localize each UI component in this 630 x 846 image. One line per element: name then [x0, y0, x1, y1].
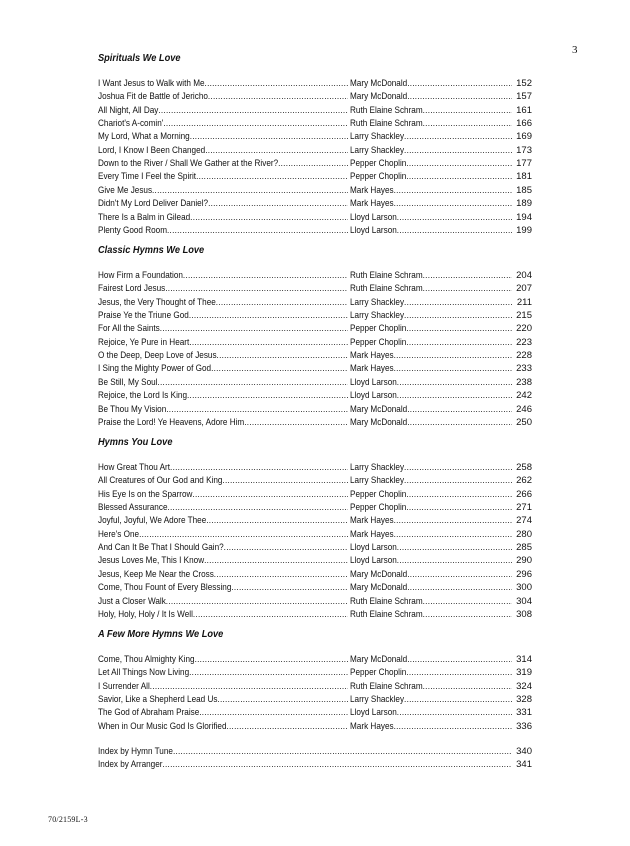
arranger-name: Lloyd Larson [350, 542, 397, 554]
arranger-name: Mary McDonald [350, 91, 408, 103]
arranger-name: Ruth Elaine Schram [350, 270, 423, 281]
arranger-name: Pepper Choplin [350, 171, 407, 183]
arranger-name: Mark Hayes [350, 515, 394, 527]
toc-entry-title-with-leader [98, 555, 348, 567]
arranger-name: Mary McDonald [350, 568, 408, 580]
hymn-title: Be Still, My Soul [98, 376, 158, 388]
toc-entry-arranger-with-leader [350, 283, 512, 295]
toc-entry-arranger-with-leader [350, 105, 512, 117]
hymn-title: Plenty Good Room [98, 224, 168, 236]
toc-entry-arranger-with-leader [350, 198, 512, 210]
arranger-name: Lloyd Larson [350, 211, 397, 223]
page-reference: 215 [516, 310, 532, 322]
hymn-title: Jesus Loves Me, This I Know [98, 555, 205, 567]
arranger-name: Lloyd Larson [350, 224, 397, 236]
toc-entry-title-with-leader [98, 707, 348, 719]
toc-entry-title-with-leader [98, 542, 348, 554]
page-reference: 199 [516, 224, 532, 236]
toc-entry-arranger-with-leader [350, 582, 512, 594]
section-heading: Spirituals We Love [98, 52, 181, 64]
hymn-title: There Is a Balm in Gilead [98, 211, 191, 223]
toc-entry-title-with-leader [98, 363, 348, 375]
hymn-title: Didn't My Lord Deliver Daniel? [98, 198, 209, 210]
toc-entry-title-with-leader [98, 462, 348, 474]
toc-entry-arranger-with-leader [350, 91, 512, 103]
toc-entry-title-with-leader [98, 158, 348, 170]
arranger-name: Ruth Elaine Schram [350, 608, 423, 620]
toc-entry-title-with-leader [98, 654, 348, 666]
hymn-title: And Can It Be That I Should Gain? [98, 542, 224, 554]
toc-entry-title-with-leader [98, 118, 348, 130]
page-reference: 274 [516, 515, 532, 527]
hymn-title: My Lord, What a Morning [98, 131, 190, 143]
toc-entry-arranger-with-leader [350, 667, 512, 679]
toc-entry-arranger-with-leader [350, 310, 512, 322]
toc-entry-arranger-with-leader [350, 569, 512, 581]
arranger-name: Pepper Choplin [350, 488, 407, 500]
page-reference: 207 [516, 283, 532, 295]
toc-entry-arranger-with-leader [350, 145, 512, 157]
toc-entry-title-with-leader [98, 417, 348, 429]
arranger-name: Larry Shackley [350, 462, 405, 473]
arranger-name: Larry Shackley [350, 310, 405, 322]
toc-entry-title-with-leader [98, 721, 348, 733]
page-reference: 177 [516, 158, 532, 170]
arranger-name: Larry Shackley [350, 475, 405, 487]
page-reference: 185 [516, 184, 532, 196]
arranger-name: Mark Hayes [350, 350, 394, 362]
hymn-title: The God of Abraham Praise [98, 707, 200, 719]
hymn-title: Rejoice, the Lord Is King [98, 390, 188, 402]
toc-entry-arranger-with-leader [350, 377, 512, 389]
index-title-with-leader [98, 746, 512, 758]
toc-entry-title-with-leader [98, 569, 348, 581]
toc-entry-arranger-with-leader [350, 337, 512, 349]
toc-entry-arranger-with-leader [350, 131, 512, 143]
arranger-name: Pepper Choplin [350, 158, 407, 170]
arranger-name: Ruth Elaine Schram [350, 595, 423, 607]
page-reference: 194 [516, 211, 532, 223]
hymn-title: Jesus, the Very Thought of Thee [98, 296, 216, 308]
hymn-title: Be Thou My Vision [98, 403, 167, 415]
page-reference: 324 [516, 680, 532, 692]
toc-entry-arranger-with-leader [350, 363, 512, 375]
arranger-name: Lloyd Larson [350, 390, 397, 402]
toc-entry-title-with-leader [98, 297, 348, 309]
page-reference: 166 [516, 118, 532, 130]
arranger-name: Mary McDonald [350, 78, 408, 89]
toc-entry-arranger-with-leader [350, 185, 512, 197]
hymn-title: How Firm a Foundation [98, 270, 183, 281]
index-title: Index by Arranger [98, 759, 163, 770]
hymn-title: Savior, Like a Shepherd Lead Us [98, 694, 218, 706]
hymn-title: Rejoice, Ye Pure in Heart [98, 336, 190, 348]
hymn-title: Let All Things Now Living [98, 667, 190, 679]
page-reference: 161 [516, 104, 532, 116]
page-reference: 328 [516, 694, 532, 706]
page-reference: 258 [516, 462, 532, 473]
toc-entry-arranger-with-leader [350, 515, 512, 527]
toc-entry-arranger-with-leader [350, 489, 512, 501]
page-reference: 340 [516, 746, 532, 757]
page-reference: 331 [516, 707, 532, 719]
toc-entry-title-with-leader [98, 609, 348, 621]
page-reference: 300 [516, 582, 532, 594]
page-reference: 246 [516, 403, 532, 415]
arranger-name: Lloyd Larson [350, 555, 397, 567]
hymn-title: Fairest Lord Jesus [98, 283, 166, 295]
arranger-name: Ruth Elaine Schram [350, 118, 423, 130]
hymn-title: Come, Thou Fount of Every Blessing [98, 582, 232, 594]
toc-entry-title-with-leader [98, 283, 348, 295]
arranger-name: Larry Shackley [350, 296, 405, 308]
arranger-name: Lloyd Larson [350, 707, 397, 719]
toc-entry-title-with-leader [98, 212, 348, 224]
page-reference: 189 [516, 198, 532, 210]
hymn-title: Down to the River / Shall We Gather at the River? [98, 158, 279, 170]
hymn-title: I Sing the Mighty Power of God [98, 363, 212, 375]
toc-entry-arranger-with-leader [350, 694, 512, 706]
catalog-number-footer: 70/2159L-3 [48, 815, 88, 824]
toc-entry-title-with-leader [98, 337, 348, 349]
hymn-title: Praise Ye the Triune God [98, 310, 189, 322]
toc-entry-arranger-with-leader [350, 721, 512, 733]
arranger-name: Mary McDonald [350, 416, 408, 428]
page-reference: 211 [516, 296, 532, 308]
page-reference: 304 [516, 595, 532, 607]
arranger-name: Mark Hayes [350, 528, 394, 540]
toc-entry-title-with-leader [98, 105, 348, 117]
page-reference: 262 [516, 475, 532, 487]
toc-entry-arranger-with-leader [350, 529, 512, 541]
page-reference: 280 [516, 528, 532, 540]
page-reference: 223 [516, 336, 532, 348]
toc-entry-arranger-with-leader [350, 78, 512, 90]
arranger-name: Mark Hayes [350, 198, 394, 210]
arranger-name: Mark Hayes [350, 363, 394, 375]
page-reference: 238 [516, 376, 532, 388]
arranger-name: Pepper Choplin [350, 336, 407, 348]
toc-entry-title-with-leader [98, 131, 348, 143]
arranger-name: Ruth Elaine Schram [350, 680, 423, 692]
arranger-name: Ruth Elaine Schram [350, 104, 423, 116]
toc-entry-arranger-with-leader [350, 323, 512, 335]
page-reference: 285 [516, 542, 532, 554]
arranger-name: Ruth Elaine Schram [350, 283, 423, 295]
arranger-name: Mary McDonald [350, 403, 408, 415]
page-reference: 308 [516, 608, 532, 620]
page-reference: 157 [516, 91, 532, 103]
page-reference: 181 [516, 171, 532, 183]
toc-entry-title-with-leader [98, 582, 348, 594]
arranger-name: Lloyd Larson [350, 376, 397, 388]
hymn-title: O the Deep, Deep Love of Jesus [98, 350, 217, 362]
toc-entry-arranger-with-leader [350, 297, 512, 309]
hymn-title: Chariot's A-comin' [98, 118, 164, 130]
hymn-title: Joyful, Joyful, We Adore Thee [98, 515, 207, 527]
arranger-name: Pepper Choplin [350, 667, 407, 679]
hymn-title: Lord, I Know I Been Changed [98, 144, 206, 156]
toc-entry-arranger-with-leader [350, 609, 512, 621]
arranger-name: Mary McDonald [350, 654, 408, 665]
hymn-title: Here's One [98, 528, 140, 540]
toc-entry-title-with-leader [98, 171, 348, 183]
toc-entry-title-with-leader [98, 390, 348, 402]
hymn-title: When in Our Music God Is Glorified [98, 720, 227, 732]
toc-entry-title-with-leader [98, 78, 348, 90]
page-reference: 266 [516, 488, 532, 500]
toc-entry-title-with-leader [98, 502, 348, 514]
arranger-name: Mary McDonald [350, 582, 408, 594]
page-number: 3 [572, 44, 578, 56]
toc-entry-arranger-with-leader [350, 404, 512, 416]
hymn-title: Give Me Jesus [98, 184, 153, 196]
arranger-name: Mark Hayes [350, 184, 394, 196]
page-reference: 152 [516, 78, 532, 89]
toc-entry-title-with-leader [98, 145, 348, 157]
hymn-title: Come, Thou Almighty King [98, 654, 195, 665]
arranger-name: Larry Shackley [350, 694, 405, 706]
hymn-title: All Night, All Day [98, 104, 159, 116]
toc-entry-title-with-leader [98, 310, 348, 322]
toc-entry-arranger-with-leader [350, 390, 512, 402]
toc-entry-title-with-leader [98, 91, 348, 103]
hymn-title: Blessed Assurance [98, 502, 168, 514]
toc-entry-title-with-leader [98, 515, 348, 527]
toc-entry-arranger-with-leader [350, 417, 512, 429]
toc-entry-arranger-with-leader [350, 462, 512, 474]
hymn-title: I Want Jesus to Walk with Me [98, 78, 205, 89]
arranger-name: Pepper Choplin [350, 323, 407, 335]
section-heading: Hymns You Love [98, 436, 173, 448]
page-reference: 296 [516, 568, 532, 580]
hymn-title: Joshua Fit de Battle of Jericho [98, 91, 208, 103]
page-reference: 341 [516, 759, 532, 770]
hymn-title: Holy, Holy, Holy / It Is Well [98, 608, 193, 620]
page-reference: 290 [516, 555, 532, 567]
toc-entry-arranger-with-leader [350, 707, 512, 719]
page-reference: 228 [516, 350, 532, 362]
toc-entry-title-with-leader [98, 198, 348, 210]
toc-entry-arranger-with-leader [350, 171, 512, 183]
section-heading: A Few More Hymns We Love [98, 628, 224, 640]
hymn-title: I Surrender All [98, 680, 150, 692]
page-reference: 242 [516, 390, 532, 402]
hymn-title: Just a Closer Walk [98, 595, 166, 607]
toc-entry-arranger-with-leader [350, 596, 512, 608]
hymn-title: Every Time I Feel the Spirit [98, 171, 197, 183]
page-reference: 336 [516, 720, 532, 732]
toc-entry-arranger-with-leader [350, 542, 512, 554]
toc-entry-title-with-leader [98, 323, 348, 335]
toc-entry-title-with-leader [98, 404, 348, 416]
page-reference: 250 [516, 416, 532, 428]
hymn-title: For All the Saints [98, 323, 160, 335]
toc-entry-arranger-with-leader [350, 654, 512, 666]
hymn-title: How Great Thou Art [98, 462, 171, 473]
toc-entry-title-with-leader [98, 225, 348, 237]
toc-entry-arranger-with-leader [350, 118, 512, 130]
page-reference: 169 [516, 131, 532, 143]
toc-entry-title-with-leader [98, 596, 348, 608]
toc-entry-title-with-leader [98, 529, 348, 541]
index-title-with-leader [98, 759, 512, 771]
toc-entry-arranger-with-leader [350, 555, 512, 567]
toc-entry-title-with-leader [98, 475, 348, 487]
page-reference: 220 [516, 323, 532, 335]
toc-entry-title-with-leader [98, 694, 348, 706]
page-reference: 319 [516, 667, 532, 679]
toc-entry-arranger-with-leader [350, 270, 512, 282]
index-title: Index by Hymn Tune [98, 746, 173, 757]
hymn-title: Jesus, Keep Me Near the Cross [98, 568, 214, 580]
page-reference: 271 [516, 502, 532, 514]
toc-entry-arranger-with-leader [350, 502, 512, 514]
toc-entry-title-with-leader [98, 681, 348, 693]
toc-entry-arranger-with-leader [350, 350, 512, 362]
toc-entry-arranger-with-leader [350, 475, 512, 487]
page-reference: 233 [516, 363, 532, 375]
toc-entry-arranger-with-leader [350, 158, 512, 170]
arranger-name: Larry Shackley [350, 144, 405, 156]
arranger-name: Mark Hayes [350, 720, 394, 732]
arranger-name: Larry Shackley [350, 131, 405, 143]
page-reference: 314 [516, 654, 532, 665]
section-heading: Classic Hymns We Love [98, 244, 205, 256]
page-reference: 204 [516, 270, 532, 281]
toc-entry-title-with-leader [98, 667, 348, 679]
toc-entry-arranger-with-leader [350, 212, 512, 224]
toc-entry-title-with-leader [98, 489, 348, 501]
toc-entry-title-with-leader [98, 350, 348, 362]
toc-entry-arranger-with-leader [350, 225, 512, 237]
page-reference: 173 [516, 144, 532, 156]
arranger-name: Pepper Choplin [350, 502, 407, 514]
hymn-title: Praise the Lord! Ye Heavens, Adore Him [98, 416, 245, 428]
toc-entry-title-with-leader [98, 185, 348, 197]
toc-entry-title-with-leader [98, 270, 348, 282]
hymn-title: His Eye Is on the Sparrow [98, 488, 193, 500]
hymn-title: All Creatures of Our God and King [98, 475, 223, 487]
toc-entry-title-with-leader [98, 377, 348, 389]
toc-entry-arranger-with-leader [350, 681, 512, 693]
